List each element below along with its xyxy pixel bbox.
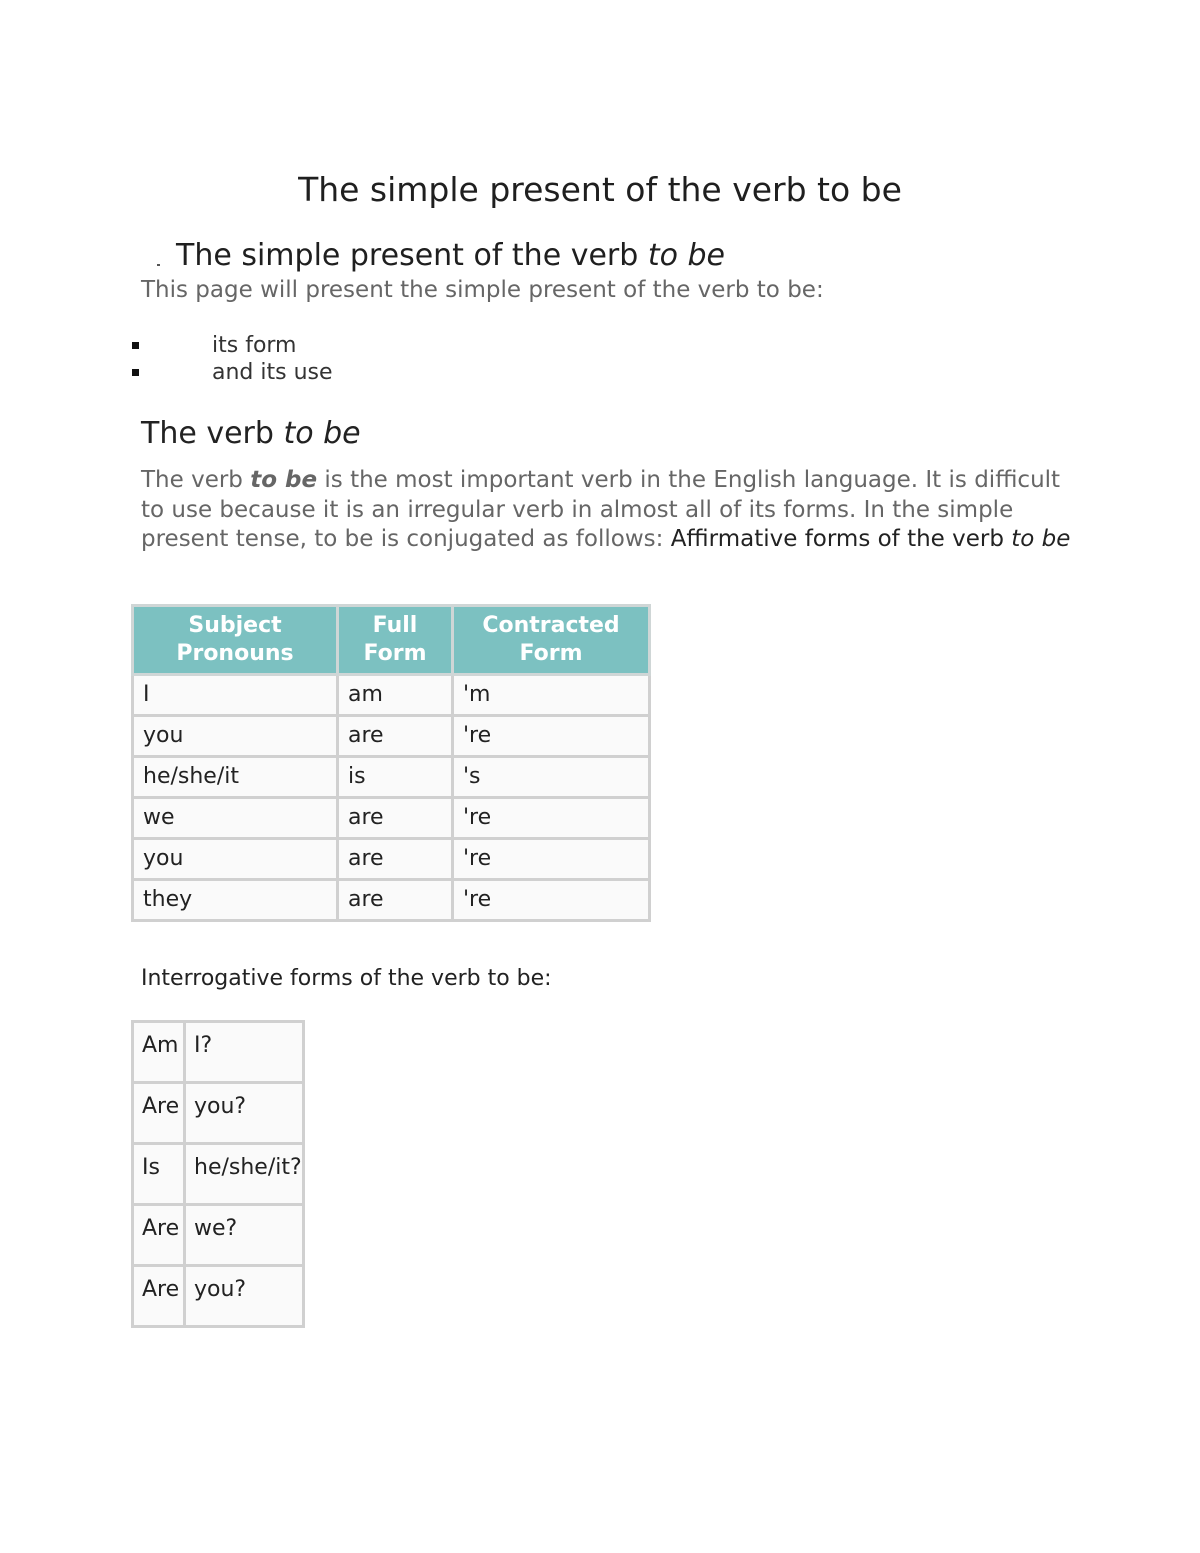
bullet-marker-icon: [132, 342, 139, 349]
table-cell: you?: [185, 1266, 304, 1327]
bullet-marker-icon: [132, 369, 139, 376]
table-cell: they: [133, 880, 338, 921]
table-cell: he/she/it: [133, 757, 338, 798]
verb-heading-text: The verb: [141, 416, 284, 451]
affirmative-caption-emphasis: to be: [1011, 526, 1071, 552]
column-header: Subject Pronouns: [133, 606, 338, 675]
table-cell: Am: [133, 1022, 185, 1083]
affirmative-table: [131, 604, 651, 922]
table-row: [133, 1144, 304, 1205]
section-heading-emphasis: to be: [647, 238, 725, 273]
table-cell: you: [133, 716, 338, 757]
table-cell: 're: [453, 839, 650, 880]
heading-marker: [157, 264, 160, 266]
verb-heading-emphasis: to be: [283, 416, 361, 451]
affirmative-caption: Affirmative forms of the verb: [670, 526, 1012, 552]
table-header-row: [133, 606, 650, 675]
table-cell: he/she/it?: [185, 1144, 304, 1205]
table-cell: are: [338, 880, 453, 921]
table-cell: you?: [185, 1083, 304, 1144]
bullet-text: and its use: [212, 360, 333, 385]
table-row: [133, 1205, 304, 1266]
table-row: [133, 675, 650, 716]
table-cell: 'm: [453, 675, 650, 716]
section-heading-text: The simple present of the verb: [176, 238, 648, 273]
table-cell: 're: [453, 798, 650, 839]
table-row: [133, 1022, 304, 1083]
table-cell: we: [133, 798, 338, 839]
interrogative-label: Interrogative forms of the verb to be:: [141, 966, 552, 991]
table-cell: I: [133, 675, 338, 716]
table-cell: 's: [453, 757, 650, 798]
verb-heading: [141, 414, 361, 454]
interrogative-table: [131, 1020, 305, 1328]
table-cell: Are: [133, 1266, 185, 1327]
paragraph-text: The verb: [141, 467, 251, 493]
column-header: Contracted Form: [453, 606, 650, 675]
table-cell: are: [338, 798, 453, 839]
table-cell: 're: [453, 716, 650, 757]
table-cell: Are: [133, 1083, 185, 1144]
table-cell: you: [133, 839, 338, 880]
paragraph-text: is the most important verb in the English language. It is difficult to use because it is an irregular verb in almost all of its forms. In the simple present tense, to be is conjugated as follows:: [141, 467, 1061, 552]
page-title: The simple present of the verb to be: [298, 170, 902, 209]
table-cell: are: [338, 716, 453, 757]
table-cell: Is: [133, 1144, 185, 1205]
table-cell: is: [338, 757, 453, 798]
table-cell: are: [338, 839, 453, 880]
column-header: Full Form: [338, 606, 453, 675]
table-cell: Are: [133, 1205, 185, 1266]
table-row: [133, 798, 650, 839]
bullet-text: its form: [212, 333, 297, 358]
table-row: [133, 839, 650, 880]
intro-text: This page will present the simple present of the verb to be:: [141, 277, 824, 303]
paragraph-emphasis: to be: [250, 467, 318, 493]
section-heading: [176, 236, 725, 276]
body-paragraph: [141, 466, 1071, 555]
table-cell: 're: [453, 880, 650, 921]
table-row: [133, 1083, 304, 1144]
table-cell: we?: [185, 1205, 304, 1266]
table-row: [133, 716, 650, 757]
table-row: [133, 880, 650, 921]
table-row: [133, 1266, 304, 1327]
table-row: [133, 757, 650, 798]
table-cell: I?: [185, 1022, 304, 1083]
table-cell: am: [338, 675, 453, 716]
